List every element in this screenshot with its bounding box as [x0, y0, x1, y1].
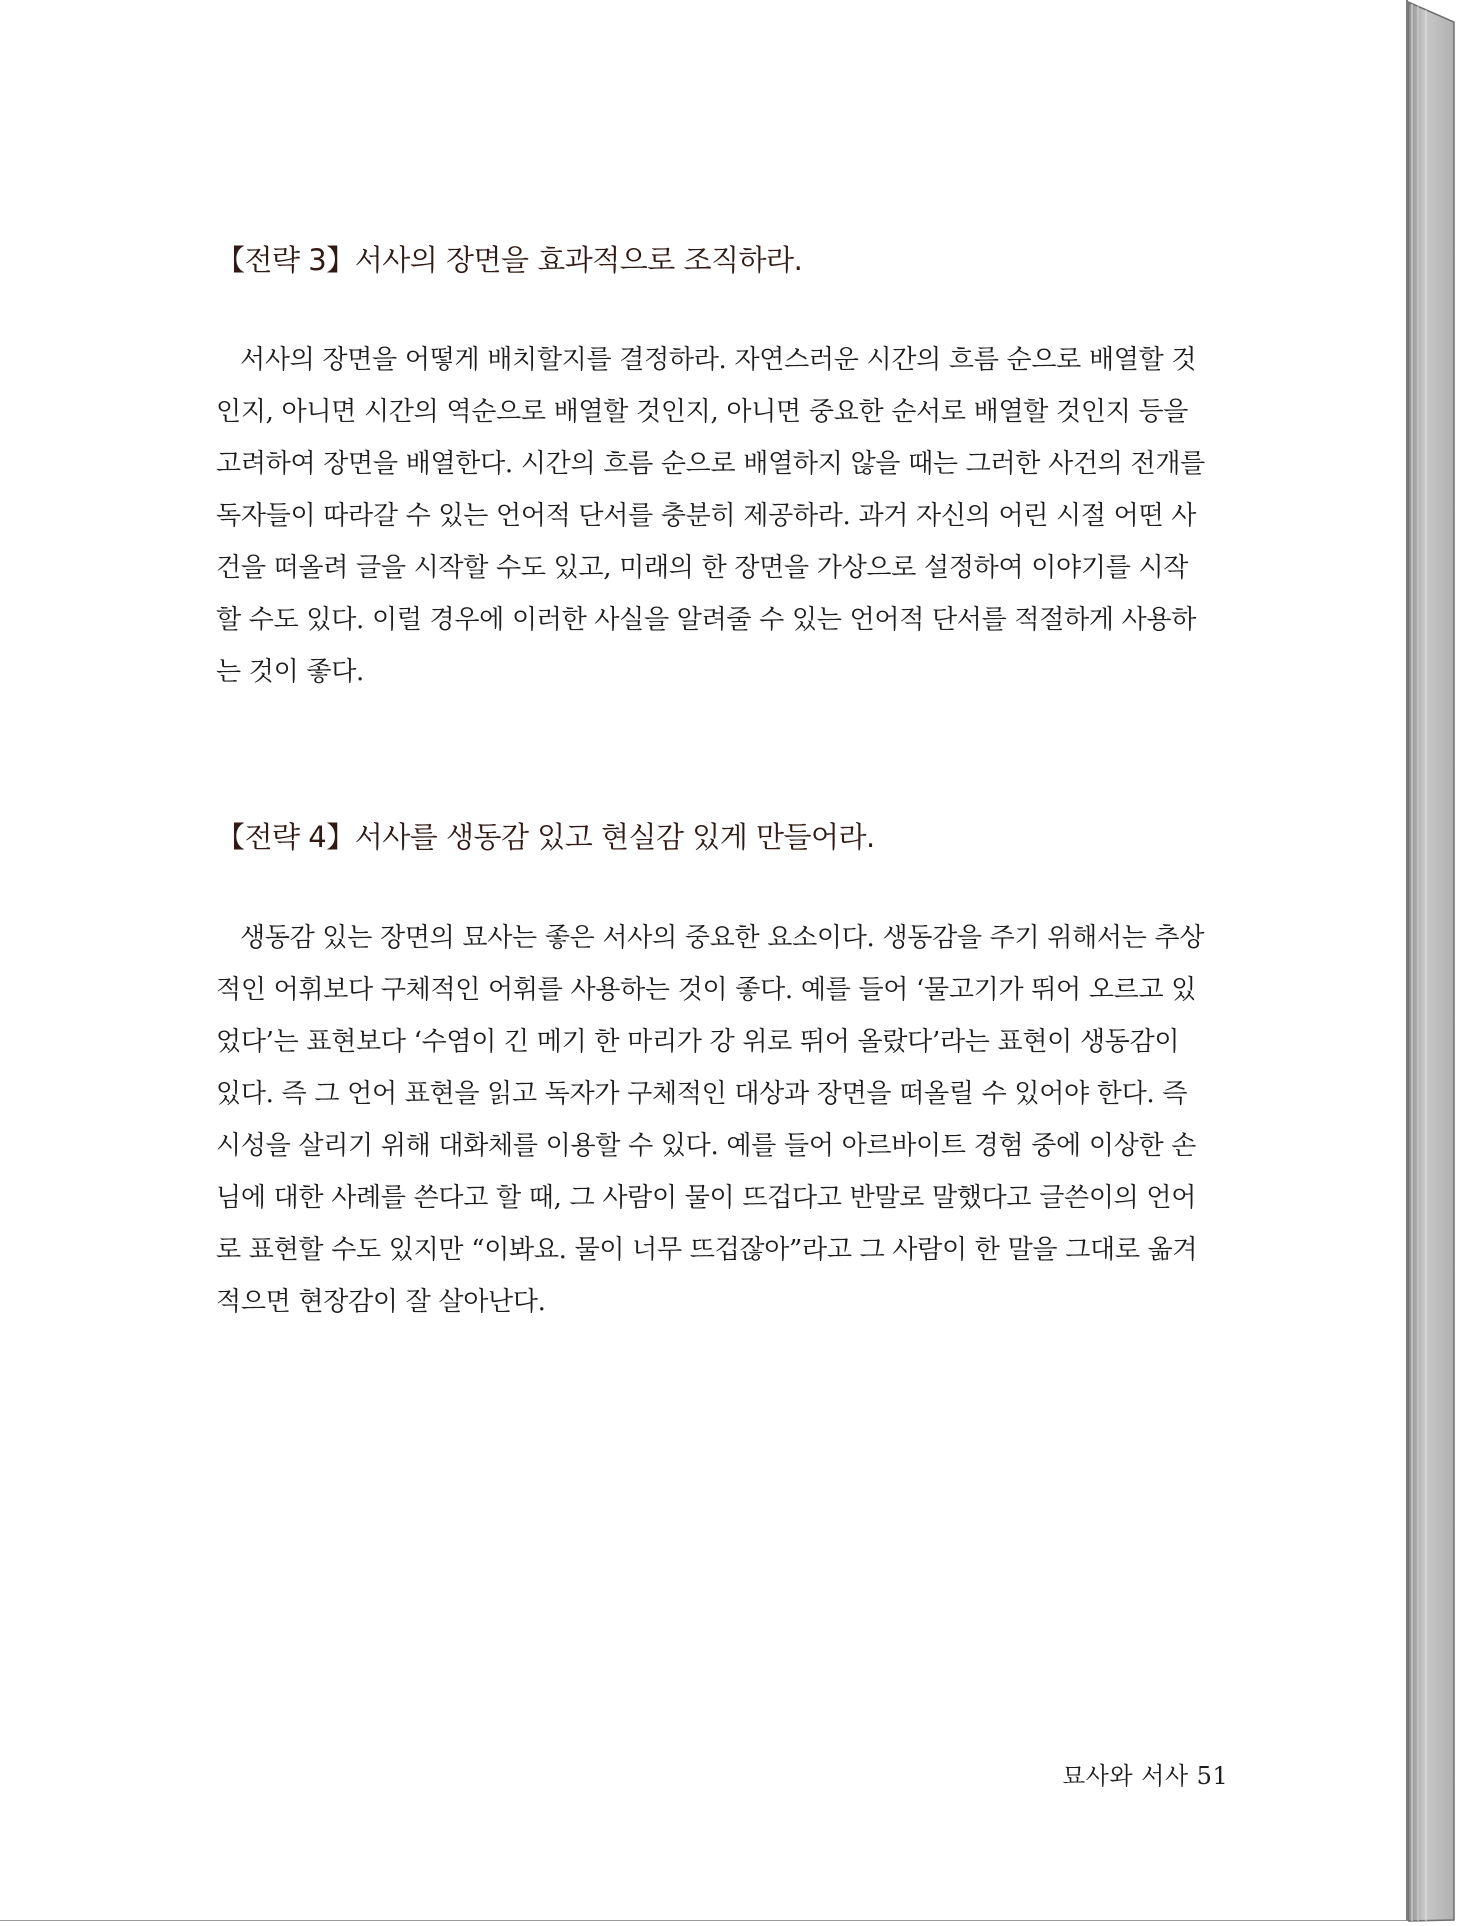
text-line: 었다’는 표현보다 ‘수염이 긴 메기 한 마리가 강 위로 뛰어 올랐다’라는 표현이 생동감이: [216, 1027, 1180, 1057]
section-heading-strategy-3: 【전략 3】서사의 장면을 효과적으로 조직하라.: [216, 243, 803, 277]
text-line: 독자들이 따라갈 수 있는 언어적 단서를 충분히 제공하라. 과거 자신의 어린 시절 어떤 사: [216, 501, 1197, 531]
text-line: 할 수도 있다. 이럴 경우에 이러한 사실을 알려줄 수 있는 언어적 단서를 적절하게 사용하: [216, 605, 1197, 635]
text-line: 있다. 즉 그 언어 표현을 읽고 독자가 구체적인 대상과 장면을 떠올릴 수 있어야 한다. 즉: [216, 1079, 1188, 1109]
text-line: 로 표현할 수도 있지만 “이봐요. 물이 너무 뜨겁잖아”라고 그 사람이 한 말을 그대로 옮겨: [216, 1235, 1198, 1265]
text-line: 시성을 살리기 위해 대화체를 이용할 수 있다. 예를 들어 아르바이트 경험 중에 이상한 손: [216, 1131, 1197, 1161]
text-line: 생동감 있는 장면의 묘사는 좋은 서사의 중요한 요소이다. 생동감을 주기 위해서는 추상: [240, 923, 1205, 953]
text-line: 님에 대한 사례를 쓴다고 할 때, 그 사람이 물이 뜨겁다고 반말로 말했다고 글쓴이의 언어: [216, 1183, 1197, 1213]
text-line: 서사의 장면을 어떻게 배치할지를 결정하라. 자연스러운 시간의 흐름 순으로 배열할 것: [240, 345, 1197, 375]
book-page-stack-edge: [1408, 0, 1460, 1926]
section-paragraph-strategy-3: [216, 334, 1205, 698]
section-paragraph-strategy-4: [216, 912, 1205, 1328]
text-line: 건을 떠올려 글을 시작할 수도 있고, 미래의 한 장면을 가상으로 설정하여 이야기를 시작: [216, 553, 1189, 583]
text-line: 적으면 현장감이 잘 살아난다.: [216, 1287, 546, 1317]
text-line: 는 것이 좋다.: [216, 657, 364, 687]
text-line: 고려하여 장면을 배열한다. 시간의 흐름 순으로 배열하지 않을 때는 그러한 사건의 전개를: [216, 449, 1205, 479]
section-heading-strategy-4: 【전략 4】서사를 생동감 있고 현실감 있게 만들어라.: [216, 820, 875, 854]
text-line: 적인 어휘보다 구체적인 어휘를 사용하는 것이 좋다. 예를 들어 ‘물고기가 뛰어 오르고 있: [216, 975, 1197, 1005]
page-footer-folio: 묘사와 서사 51: [1062, 1762, 1229, 1790]
text-line: 인지, 아니면 시간의 역순으로 배열할 것인지, 아니면 중요한 순서로 배열할 것인지 등을: [216, 397, 1189, 427]
